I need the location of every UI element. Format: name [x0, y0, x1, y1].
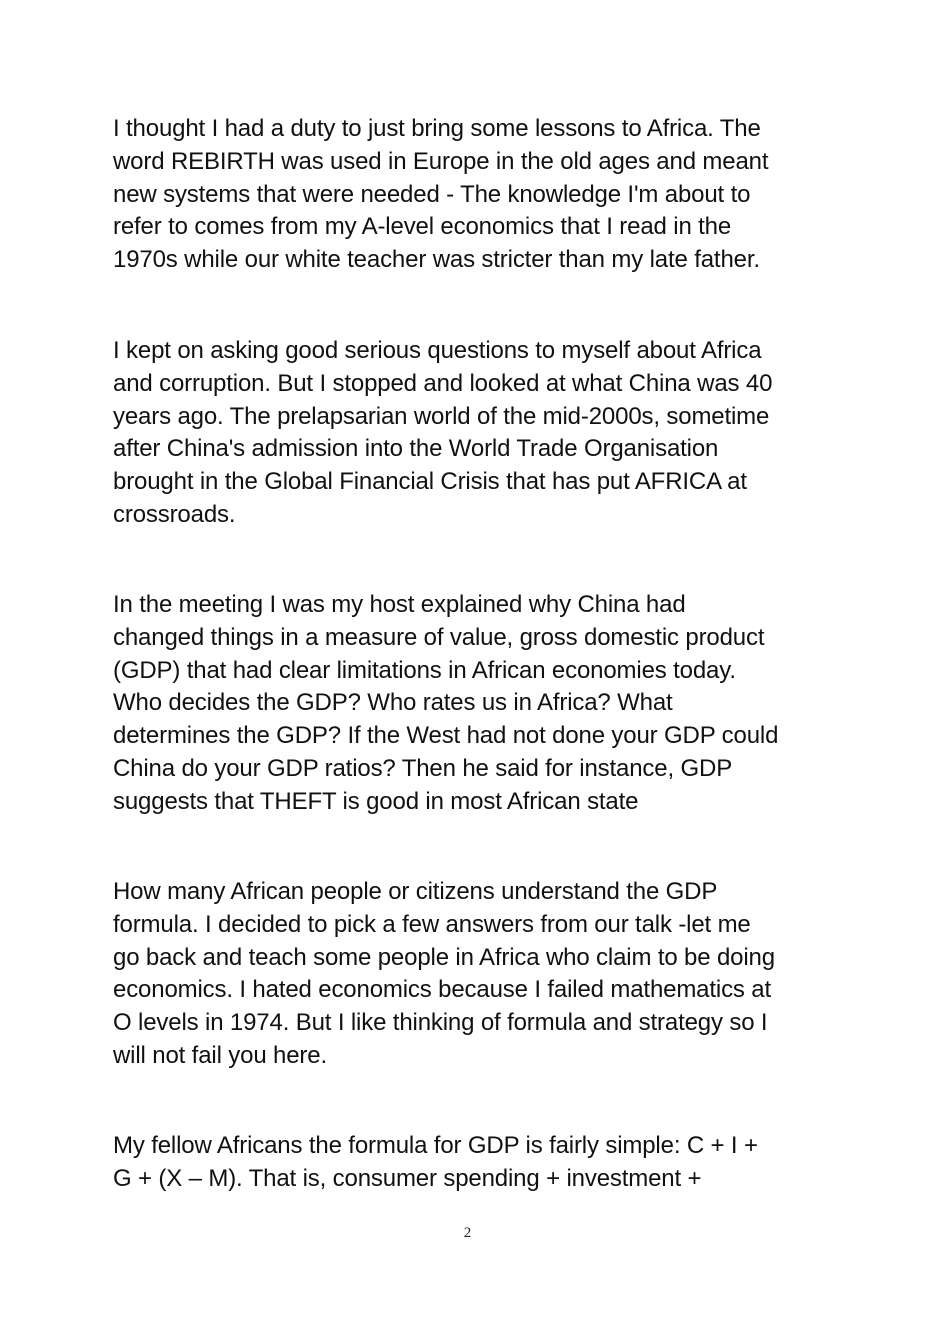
- paragraph-2: [113, 335, 828, 532]
- paragraph-line: formula. I decided to pick a few answers from our talk -let me: [113, 910, 751, 938]
- paragraph-4: [113, 876, 828, 1073]
- paragraph-1: [113, 113, 828, 277]
- paragraph-line: determines the GDP? If the West had not done your GDP could: [113, 722, 779, 750]
- paragraph-line: O levels in 1974. But I like thinking of formula and strategy so I: [113, 1009, 768, 1037]
- paragraph-line: How many African people or citizens understand the GDP: [113, 878, 718, 905]
- paragraph-line: My fellow Africans the formula for GDP is fairly simple: C + I +: [113, 1132, 758, 1159]
- paragraph-line: refer to comes from my A-level economics that I read in the: [113, 213, 732, 241]
- paragraph-line: Who decides the GDP? Who rates us in Africa? What: [113, 689, 673, 717]
- paragraph-line: new systems that were needed - The knowledge I'm about to: [113, 180, 751, 208]
- paragraph-line: after China's admission into the World Trade Organisation: [113, 435, 719, 463]
- paragraph-line: crossroads.: [113, 500, 236, 528]
- paragraph-line: brought in the Global Financial Crisis that has put AFRICA at: [113, 468, 747, 496]
- paragraph-line: will not fail you here.: [113, 1041, 327, 1069]
- paragraph-line: (GDP) that had clear limitations in African economies today.: [113, 656, 736, 684]
- paragraph-line: word REBIRTH was used in Europe in the old ages and meant: [113, 147, 769, 175]
- paragraph-line: suggests that THEFT is good in most African state: [113, 787, 639, 815]
- paragraph-3: [113, 589, 828, 819]
- paragraph-line: In the meeting I was my host explained why China had: [113, 591, 686, 618]
- paragraph-line: 1970s while our white teacher was stricter than my late father.: [113, 246, 760, 274]
- paragraph-line: China do your GDP ratios? Then he said for instance, GDP: [113, 754, 733, 782]
- paragraph-line: go back and teach some people in Africa who claim to be doing: [113, 943, 775, 971]
- paragraph-line: G + (X – M). That is, consumer spending + investment +: [113, 1164, 702, 1192]
- paragraph-line: years ago. The prelapsarian world of the mid-2000s, sometime: [113, 402, 770, 430]
- paragraph-line: I kept on asking good serious questions to myself about Africa: [113, 337, 762, 364]
- paragraph-line: and corruption. But I stopped and looked at what China was 40: [113, 369, 773, 397]
- paragraph-line: economics. I hated economics because I failed mathematics at: [113, 976, 772, 1004]
- paragraph-line: changed things in a measure of value, gross domestic product: [113, 623, 765, 651]
- page-number: 2: [463, 1225, 472, 1241]
- paragraph-line: I thought I had a duty to just bring some lessons to Africa. The: [113, 115, 761, 142]
- paragraph-5: [113, 1130, 828, 1196]
